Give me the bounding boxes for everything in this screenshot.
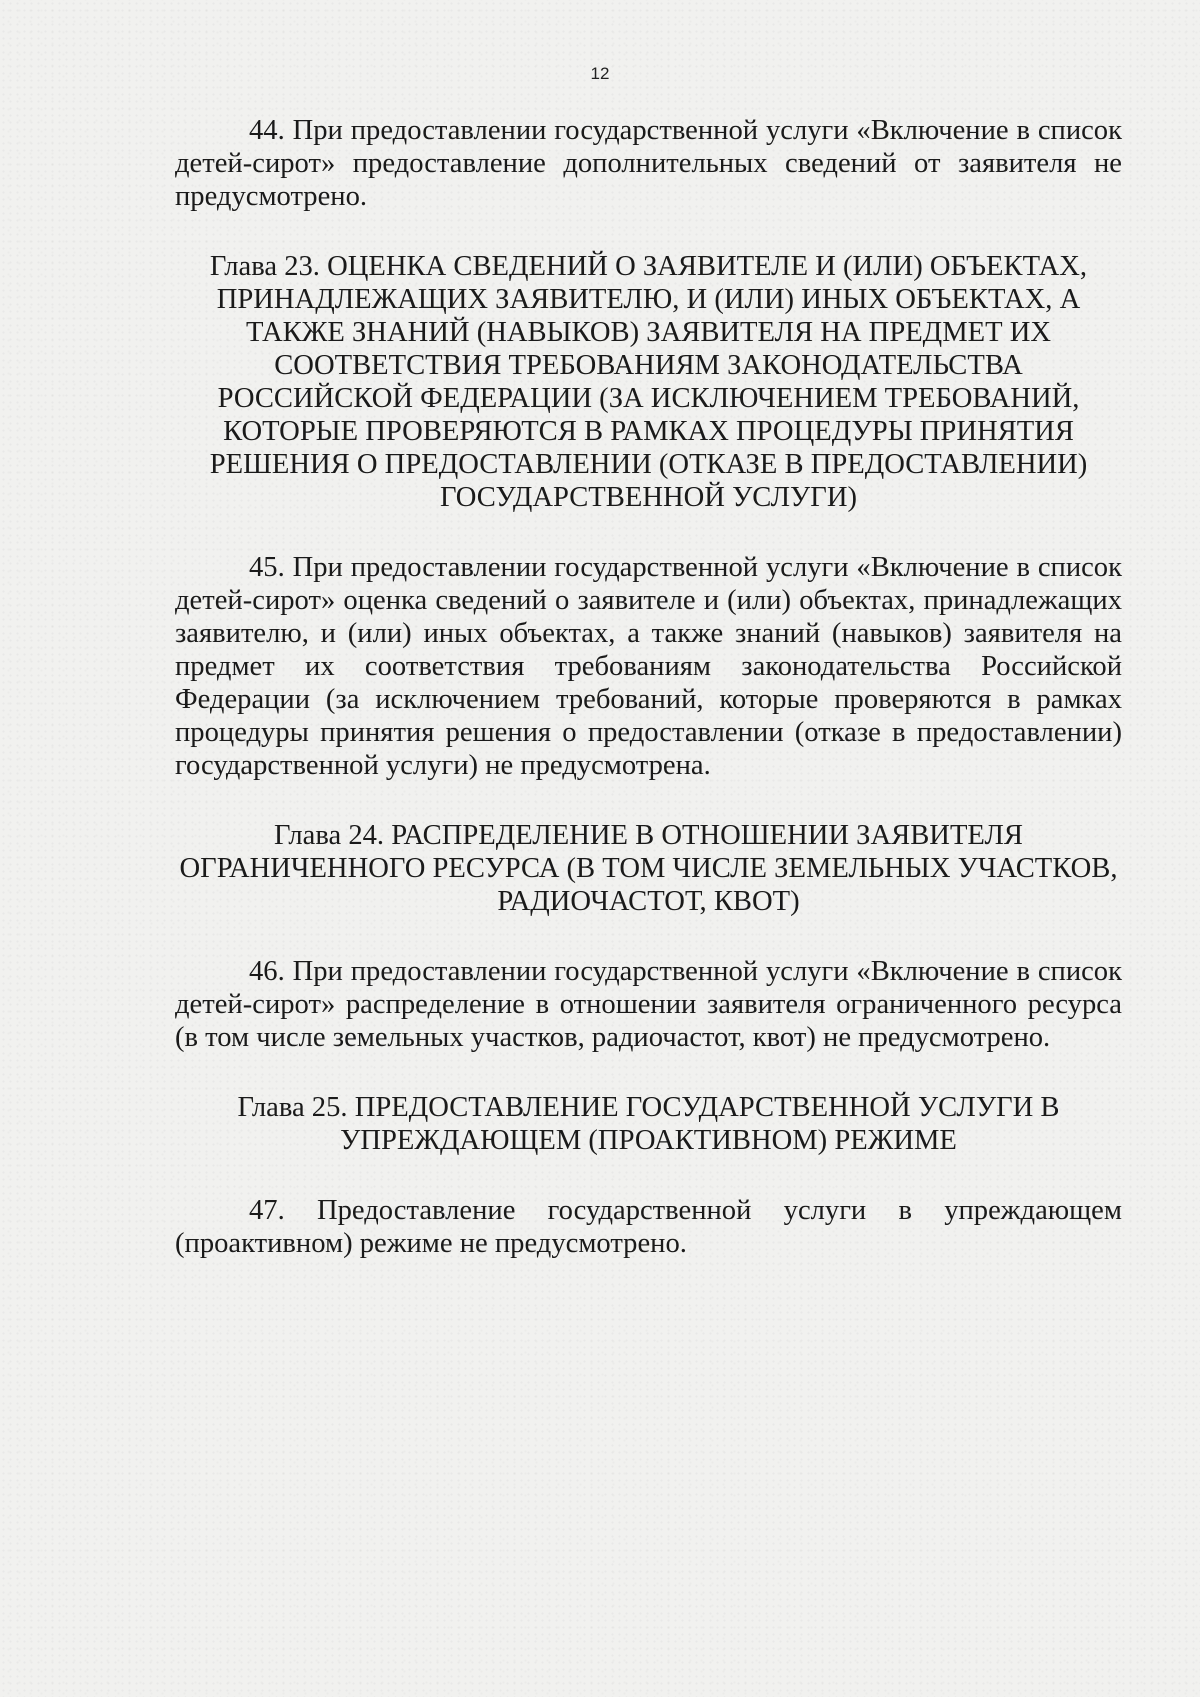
heading-line: Глава 23. ОЦЕНКА СВЕДЕНИЙ О ЗАЯВИТЕЛЕ И (ИЛИ) ОБЪЕКТАХ, bbox=[209, 251, 1088, 282]
paragraph-46: 46. При предоставлении государственной услуги «Включение в список детей-сирот» распределение в отношении заявителя ограниченного ресурса (в том числе земельных участков, радиочастот, квот) не предусмотрено. bbox=[175, 956, 1122, 1053]
heading-line: УПРЕЖДАЮЩЕМ (ПРОАКТИВНОМ) РЕЖИМЕ bbox=[340, 1125, 957, 1156]
heading-line: Глава 25. ПРЕДОСТАВЛЕНИЕ ГОСУДАРСТВЕННОЙ УСЛУГИ В bbox=[237, 1092, 1060, 1123]
paragraph-47 bbox=[175, 1194, 1122, 1260]
heading-line: ПРИНАДЛЕЖАЩИХ ЗАЯВИТЕЛЮ, И (ИЛИ) ИНЫХ ОБЪЕКТАХ, А bbox=[216, 284, 1081, 315]
heading-line: РЕШЕНИЯ О ПРЕДОСТАВЛЕНИИ (ОТКАЗЕ В ПРЕДОСТАВЛЕНИИ) bbox=[209, 449, 1088, 480]
heading-line: РОССИЙСКОЙ ФЕДЕРАЦИИ (ЗА ИСКЛЮЧЕНИЕМ ТРЕБОВАНИЙ, bbox=[217, 383, 1080, 414]
paragraph-47-line-2: (проактивном) режиме не предусмотрено. bbox=[175, 1228, 687, 1259]
heading-line: ТАКЖЕ ЗНАНИЙ (НАВЫКОВ) ЗАЯВИТЕЛЯ НА ПРЕДМЕТ ИХ bbox=[245, 317, 1051, 348]
heading-line: ГОСУДАРСТВЕННОЙ УСЛУГИ) bbox=[439, 482, 858, 513]
heading-line: Глава 24. РАСПРЕДЕЛЕНИЕ В ОТНОШЕНИИ ЗАЯВИТЕЛЯ bbox=[274, 820, 1023, 851]
word: услуги bbox=[783, 1195, 867, 1226]
heading-chapter-25 bbox=[175, 1091, 1122, 1157]
page-number: 12 bbox=[590, 64, 610, 83]
heading-line: ОГРАНИЧЕННОГО РЕСУРСА (В ТОМ ЧИСЛЕ ЗЕМЕЛЬНЫХ УЧАСТКОВ, bbox=[179, 853, 1118, 884]
word: государственной bbox=[547, 1195, 752, 1226]
heading-line: КОТОРЫЕ ПРОВЕРЯЮТСЯ В РАМКАХ ПРОЦЕДУРЫ ПРИНЯТИЯ bbox=[223, 416, 1074, 447]
heading-chapter-24 bbox=[175, 819, 1122, 918]
paragraph-44: 44. При предоставлении государственной услуги «Включение в список детей-сирот» предоставление дополнительных сведений от заявителя не предусмотрено. bbox=[175, 115, 1122, 212]
word: в bbox=[898, 1195, 912, 1226]
word: упреждающем bbox=[944, 1195, 1122, 1226]
paragraph-45: 45. При предоставлении государственной услуги «Включение в список детей-сирот» оценка сведений о заявителе и (или) объектах, принадлежащих заявителю, и (или) иных объектах, а также знаний (навыков) заявителя на предмет их соответствия требованиям законодательства Российской Федерации (за исключением требований, которые проверяются в рамках процедуры принятия решения о предоставлении (отказе в предоставлении) государственной услуги) не предусмотрена. bbox=[175, 552, 1122, 781]
document-body bbox=[175, 114, 1122, 1260]
heading-line: РАДИОЧАСТОТ, КВОТ) bbox=[497, 886, 800, 917]
word: Предоставление bbox=[316, 1195, 516, 1226]
word: 47. bbox=[249, 1195, 285, 1226]
heading-chapter-23 bbox=[175, 250, 1122, 514]
heading-line: СООТВЕТСТВИЯ ТРЕБОВАНИЯМ ЗАКОНОДАТЕЛЬСТВА bbox=[274, 350, 1023, 381]
paragraph-47-line-1 bbox=[175, 1194, 1122, 1227]
